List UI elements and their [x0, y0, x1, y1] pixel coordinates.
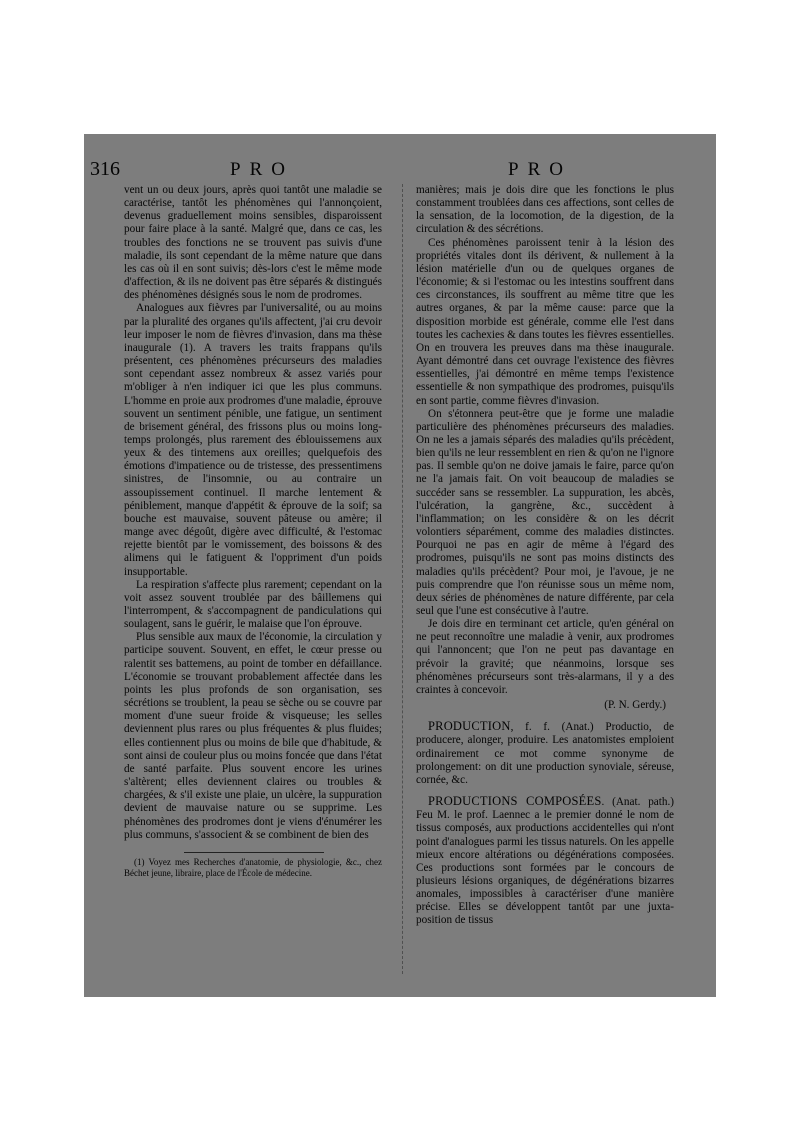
- scanned-page: [84, 134, 716, 997]
- paragraph: Analogues aux fièvres par l'universalité, ou au moins par la pluralité des organes qu'ils affectent, j'ai cru devoir leur imposer le nom de fièvres d'invasion, dans ma thèse inaugurale (1). A travers les traits frappans qu'ils présentent, ces phénomènes précurseurs des maladies sont cependant assez nombreux & assez variés pour m'obliger à n'en indiquer ici que les plus communs. L'homme en proie aux prodromes d'une maladie, éprouve souvent un sentiment pénible, une fatigue, un sentiment de brisement général, des frissons plus ou moins long-temps prolongés, plus rarement des éblouissemens aux yeux & des tintemens aux oreilles; quelquefois des émotions d'impatience ou de tristesse, des pressentimens sinistres, de l'insomnie, ou au contraire un assoupissement continuel. Il marche lentement & péniblement, manque d'appétit & éprouve de la soif; sa bouche est mauvaise, souvent pâteuse ou amère; il mange avec dégoût, digère avec difficulté, & l'estomac rejette bientôt par le vomissement, des boissons & des alimens qui le fatiguent & l'oppriment d'un poids insupportable.: [124, 302, 382, 578]
- paragraph: vent un ou deux jours, après quoi tantôt une maladie se caractérise, tantôt les phénomènes qui l'annonçoient, devenus graduellement moins sensibles, disparoissent pour faire place à la santé. Malgré que, dans ce cas, les troubles des fonctions ne se trouvent pas suivis d'une maladie, ils sont cependant de la même nature que dans les cas où il en sont suivis; dès-lors c'est le même mode d'affection, & ils ne doivent pas être séparés & distingués des phénomènes désignés sous le nom de prodromes.: [124, 184, 382, 302]
- page-header: [84, 134, 716, 180]
- paragraph: La respiration s'affecte plus rarement; cependant on la voit assez souvent troublée par des bâillemens qui l'interrompent, & s'accompagnent de pandiculations qui soulagent, sans le guérir, le malaise que l'on éprouve.: [124, 578, 382, 631]
- left-column: [124, 184, 382, 879]
- page-number: 316: [90, 158, 120, 180]
- paragraph: Je dois dire en terminant cet article, qu'en général on ne peut reconnoître une maladie à venir, aux prodromes qui l'annoncent; que l'on ne peut pas davantage en prévoir la gravité; que néanmoins, lorsque ses phénomènes précurseurs sont très-alarmans, il y a des craintes à concevoir.: [416, 618, 674, 696]
- entry-headword: PRODUCTION: [428, 719, 511, 734]
- entry-text: . (Anat. path.) Feu M. le prof. Laennec a le premier donné le nom de tissus composés, aux productions accidentelles qui n'ont point d'analogues parmi les tissus naturels. On les appelle mieux encore altérations ou dégénérations composées. Ces productions sont formées par le concours de plusieurs lésions organiques, de dégénérations bizarres anomales, impossibles à caractériser d'une manière précise. Elles se développent tantôt par une juxta-position de tissus: [416, 796, 674, 927]
- entry-text: , f. f. (Anat.) Productio, de producere, alonger, produire. Les anatomistes emploient ordinairement ce mot comme synonyme de prolongement: on dit une production synoviale, séreuse, cornée, &c.: [416, 721, 674, 786]
- author-signature: (P. N. Gerdy.): [604, 699, 666, 712]
- entry-headword: PRODUCTIONS COMPOSÉES: [428, 794, 602, 809]
- dictionary-entry: [416, 720, 674, 787]
- paragraph: Ces phénomènes paroissent tenir à la lésion des propriétés vitales dont ils dérivent, & nullement à la lésion matérielle d'un ou de quelques organes de l'économie; & si l'estomac ou les intestins souffrent dans ces circonstances, ils souffrent au même titre que les autres organes, & par la même cause: parce que la disposition morbide est générale, comme elle l'est dans toutes les cachexies & dans toutes les fièvres essentielles. On en trouvera les preuves dans ma thèse inaugurale. Ayant démontré dans cet ouvrage l'existence des fièvres essentielles, j'ai démontré en même temps l'existence essentielle & non sympathique des prodromes, puisqu'ils en sont partie, comme fièvres d'invasion.: [416, 236, 674, 407]
- paragraph: On s'étonnera peut-être que je forme une maladie particulière des phénomènes précurseurs des maladies. On ne les a jamais séparés des maladies qu'ils précèdent, bien qu'ils ne leur ressemblent en rien & qu'on ne l'ignore pas. Il semble qu'on ne doive jamais le faire, parce qu'on ne l'a jamais fait. On voit beaucoup de maladies se succéder sans se ressembler. La suppuration, les abcès, l'ulcération, la gangrène, &c., succèdent à l'inflammation; on les considère & on les décrit volontiers séparément, comme des maladies distinctes. Pourquoi ne pas en agir de même à l'égard des prodromes, puisqu'ils ne sont pas moins distincts des maladies qu'ils précèdent? Pour moi, je l'avoue, je ne puis comprendre que l'on réunisse sous un même nom, deux séries de phénomènes de nature différente, par cela seul que l'une est consécutive à l'autre.: [416, 407, 674, 617]
- left-running-head: PRO: [230, 159, 294, 180]
- column-divider: [402, 184, 404, 974]
- paragraph: manières; mais je dois dire que les fonctions le plus constamment troublées dans ces affections, sont celles de la sensation, de la locomotion, de la digestion, de la circulation & des sécrétions.: [416, 184, 674, 236]
- paragraph: Plus sensible aux maux de l'économie, la circulation y participe souvent. Souvent, en effet, le cœur presse ou ralentit ses battemens, au point de tomber en défaillance. L'économie se trouvant probablement affectée dans les points les plus profonds de son organisation, ses sécrétions se troublent, la peau se sèche ou se couvre par moment d'une sueur froide & visqueuse; les selles deviennent plus rares ou plus fréquentes & plus fluides; elles contiennent plus ou moins de bile que d'habitude, & sont ainsi de couleur plus ou moins foncée que dans l'état de santé parfaite. Plus souvent encore les urines s'altèrent; elles deviennent claires ou troubles & chargées, & s'il existe une plaie, un ulcère, la suppuration devient de mauvaise nature ou se supprime. Les phénomènes des prodromes dont je viens d'énumérer les plus communs, s'associent & se combinent de bien des: [124, 631, 382, 841]
- right-running-head: PRO: [508, 159, 572, 180]
- footnote-rule: [184, 852, 324, 853]
- dictionary-entry: [416, 795, 674, 928]
- right-column: [416, 184, 674, 928]
- footnote: (1) Voyez mes Recherches d'anatomie, de physiologie, &c., chez Béchet jeune, libraire, place de l'École de médecine.: [124, 856, 382, 878]
